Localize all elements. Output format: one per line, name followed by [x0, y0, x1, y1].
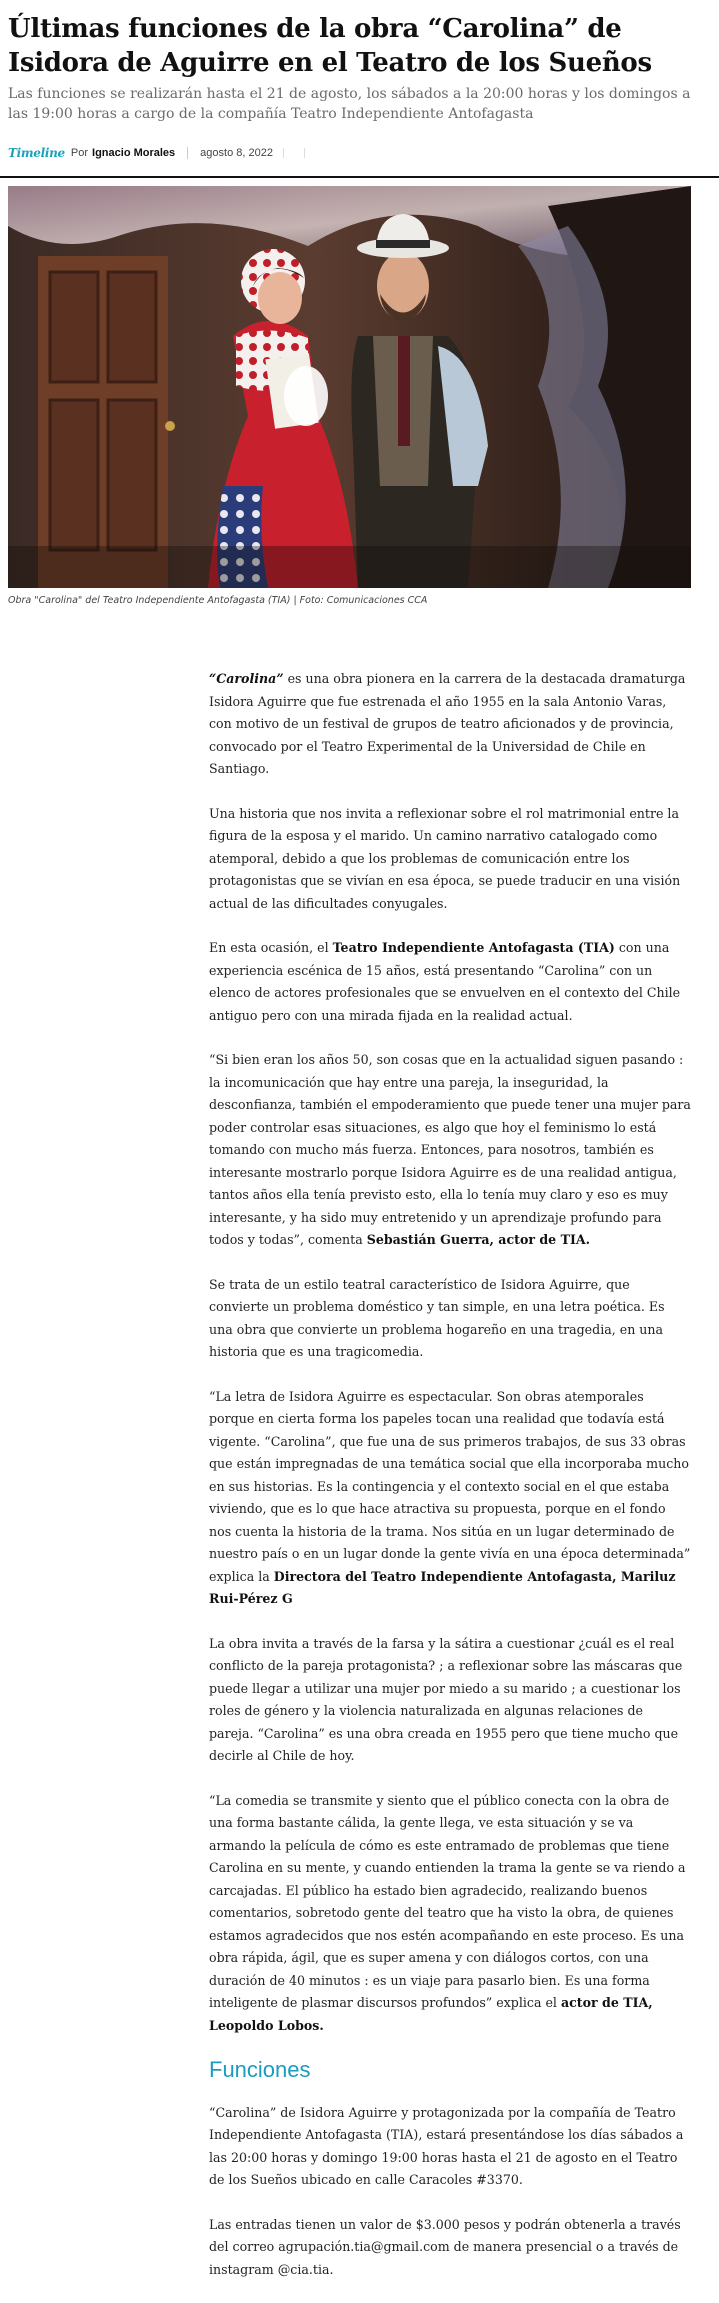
- publish-date: agosto 8, 2022: [200, 147, 273, 159]
- bold-text: Teatro Independiente Antofagasta (TIA): [332, 940, 615, 955]
- author-link[interactable]: Ignacio Morales: [92, 147, 176, 159]
- header-rule: [0, 176, 719, 178]
- article-subtitle: Las funciones se realizarán hasta el 21 de agosto, los sábados a la 20:00 horas y los domingos a las 19:00 horas a cargo de la compañía Teatro Independiente Antofagasta: [8, 86, 691, 122]
- paragraph-text: “Si bien eran los años 50, son cosas que en la actualidad siguen pasando : la incomunicación que hay entre una pareja, la inseguridad, la desconfianza, también el empoderamiento que puede tener una mujer para poder controlar esas situaciones, es algo que hoy el feminismo lo está tomando con mucho más fuerza. Entonces, para nosotros, también es interesante mostrarlo porque Isidora Aguirre es de una realidad antigua, tantos años ella tenía previsto esto, ella lo tenía muy claro y eso es muy interesante, y ha sido muy entretenido y un aprendizaje profundo para todos y todas”, comenta: [209, 1052, 691, 1247]
- article-header: [0, 0, 719, 160]
- paragraph: [209, 1386, 691, 1611]
- paragraph: [209, 1049, 691, 1252]
- source-logo[interactable]: Timeline: [8, 146, 65, 160]
- paragraph: La obra invita a través de la farsa y la sátira a cuestionar ¿cuál es el real conflicto de la pareja protagonista? ; a reflexionar sobre las máscaras que puede llegar a utilizar una mujer por miedo a su marido ; a cuestionar los roles de género y la violencia naturalizada en algunas relaciones de pareja. “Carolina” es una obra creada en 1955 pero que tiene mucho que decirle al Chile de hoy.: [209, 1635, 683, 1763]
- paragraph-text: “La letra de Isidora Aguirre es espectacular. Son obras atemporales porque en cierta forma los papeles tocan una realidad que todavía está vigente. “Carolina”, que fue una de sus primeros trabajos, de sus 33 obras que están impregnadas de una temática social que ella incorporaba mucho en sus historias. Es la contingencia y el contexto social en el que estaba viviendo, que es lo que hace atractiva su propuesta, porque en el fondo nos cuenta la historia de la trama. Nos sitúa en un lugar determinado de nuestro país o en un lugar donde la gente vivía en una época determinada” explica la: [209, 1388, 691, 1584]
- article-figure: [8, 186, 691, 606]
- by-label: Por: [70, 147, 89, 159]
- paragraph: “Carolina” de Isidora Aguirre y protagonizada por la compañía de Teatro Independiente Antofagasta (TIA), estará presentándose los días sábados a las 20:00 horas y domingo 19:00 horas hasta el 21 de agosto en el Teatro de los Sueños ubicado en calle Caracoles #3370.: [209, 2104, 684, 2187]
- article-meta: [8, 146, 711, 160]
- paragraph-text: En esta ocasión, el: [209, 940, 333, 955]
- page-title: Últimas funciones de la obra “Carolina” de Isidora de Aguirre en el Teatro de los Sueños: [8, 14, 652, 78]
- paragraph-text: con una experiencia escénica de 15 años, está presentando “Carolina” con un elenco de actores profesionales que se envuelven en el contexto del Chile antiguo pero con una mirada fijada en la realidad actual.: [209, 940, 681, 1023]
- figure-caption: Obra "Carolina" del Teatro Independiente Antofagasta (TIA) | Foto: Comunicaciones CCA: [8, 595, 428, 606]
- paragraph: [209, 668, 691, 781]
- paragraph: Las entradas tienen un valor de $3.000 pesos y podrán obtenerla a través del correo agrupación.tia@gmail.com de manera presencial o a través de instagram @cia.tia.: [209, 2216, 681, 2277]
- paragraph-text: “La comedia se transmite y siento que el público conecta con la obra de una forma bastante cálida, la gente llega, ve esta situación y se va armando la película de cómo es este entramado de problemas que tiene Carolina en su mente, y cuando entienden la trama la gente se va riendo a carcajadas. El público ha estado bien agradecido, realizando buenos comentarios, sobretodo gente del teatro que ha visto la obra, de quienes estamos agradecidos que nos estén acompañando en este proceso. Es una obra rápida, ágil, que es super amena y con diálogos cortos, con una duración de 40 minutos : es un viaje para pasarlo bien. Es una forma inteligente de plasmar discursos profundos” explica el: [209, 1792, 686, 2010]
- paragraph: Se trata de un estilo teatral característico de Isidora Aguirre, que convierte un problema doméstico y tan simple, en una letra poética. Es una obra que convierte un problema hogareño en una tragedia, en una historia que es una tragicomedia.: [209, 1276, 665, 1359]
- featured-photo: [8, 186, 691, 588]
- meta-divider: [283, 148, 284, 158]
- article-body: [209, 668, 691, 2303]
- bold-text: “Carolina”: [209, 671, 284, 686]
- paragraph-text: es una obra pionera en la carrera de la destacada dramaturga Isidora Aguirre que fue estrenada el año 1955 en la sala Antonio Varas, con motivo de un festival de grupos de teatro aficionados y de provincia, convocado por el Teatro Experimental de la Universidad de Chile en Santiago.: [209, 671, 686, 776]
- meta-divider: [304, 148, 305, 158]
- paragraph: [209, 937, 691, 1027]
- paragraph: Una historia que nos invita a reflexionar sobre el rol matrimonial entre la figura de la esposa y el marido. Un camino narrativo catalogado como atemporal, debido a que los problemas de comunicación entre los protagonistas que se vivían en esa época, se puede traducir en una visión actual de las dificultades conyugales.: [209, 805, 681, 911]
- bold-text: actor de TIA, Leopoldo Lobos.: [209, 1995, 653, 2033]
- bold-text: Sebastián Guerra, actor de TIA.: [366, 1232, 590, 1247]
- section-heading: Funciones: [209, 2057, 311, 2082]
- bold-text: Directora del Teatro Independiente Antofagasta, Mariluz Rui-Pérez G: [209, 1568, 676, 1606]
- paragraph: [209, 1790, 691, 2038]
- meta-divider: [187, 147, 188, 159]
